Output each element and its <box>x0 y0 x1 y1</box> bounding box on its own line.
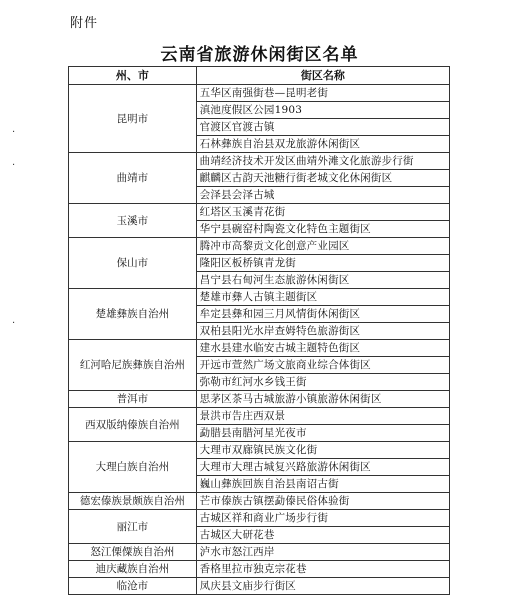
street-cell: 昌宁县右甸河生态旅游休闲街区 <box>196 272 449 289</box>
street-cell: 双柏县阳光水岸查姆特色旅游街区 <box>196 323 449 340</box>
margin-dot: · <box>12 160 16 171</box>
column-header-region: 州、市 <box>69 67 197 85</box>
table-row <box>69 289 450 306</box>
street-cell: 会泽县会泽古城 <box>196 187 449 204</box>
street-list-table <box>68 66 450 595</box>
street-cell: 华宁县碗窑村陶瓷文化特色主题街区 <box>196 221 449 238</box>
region-cell: 丽江市 <box>69 510 197 544</box>
street-cell: 巍山彝族回族自治县南诏古街 <box>196 476 449 493</box>
table-row <box>69 153 450 170</box>
region-cell: 西双版纳傣族自治州 <box>69 408 197 442</box>
street-cell: 曲靖经济技术开发区曲靖外滩文化旅游步行街 <box>196 153 449 170</box>
street-cell: 开远市萱然广场文旅商业综合体街区 <box>196 357 449 374</box>
region-cell: 怒江傈僳族自治州 <box>69 544 197 561</box>
table-row <box>69 85 450 102</box>
street-cell: 石林彝族自治县双龙旅游休闲街区 <box>196 136 449 153</box>
street-cell: 麒麟区古韵天池糖行街老城文化休闲街区 <box>196 170 449 187</box>
street-cell: 大理市大理古城复兴路旅游休闲街区 <box>196 459 449 476</box>
region-cell: 普洱市 <box>69 391 197 408</box>
table-row <box>69 493 450 510</box>
table-row <box>69 442 450 459</box>
region-cell: 大理白族自治州 <box>69 442 197 493</box>
table-row <box>69 238 450 255</box>
table-row <box>69 204 450 221</box>
street-cell: 勐腊县南腊河星光夜市 <box>196 425 449 442</box>
table-row <box>69 408 450 425</box>
street-cell: 建水县建水临安古城主题特色街区 <box>196 340 449 357</box>
table-row <box>69 391 450 408</box>
street-cell: 五华区南强街巷—昆明老街 <box>196 85 449 102</box>
street-cell: 牟定县彝和园三月风情街休闲街区 <box>196 306 449 323</box>
column-header-street: 街区名称 <box>196 67 449 85</box>
region-cell: 昆明市 <box>69 85 197 153</box>
street-cell: 大理市双廊镇民族文化街 <box>196 442 449 459</box>
table-row <box>69 340 450 357</box>
street-cell: 凤庆县文庙步行街区 <box>196 578 449 595</box>
street-cell: 官渡区官渡古镇 <box>196 119 449 136</box>
street-cell: 古城区祥和商业广场步行街 <box>196 510 449 527</box>
region-cell: 德宏傣族景颇族自治州 <box>69 493 197 510</box>
table-row <box>69 544 450 561</box>
street-cell: 思茅区茶马古城旅游小镇旅游休闲街区 <box>196 391 449 408</box>
table-row <box>69 561 450 578</box>
region-cell: 迪庆藏族自治州 <box>69 561 197 578</box>
street-cell: 泸水市怒江西岸 <box>196 544 449 561</box>
street-cell: 景洪市告庄西双景 <box>196 408 449 425</box>
region-cell: 楚雄彝族自治州 <box>69 289 197 340</box>
street-cell: 弥勒市红河水乡钱王街 <box>196 374 449 391</box>
region-cell: 保山市 <box>69 238 197 289</box>
street-cell: 楚雄市彝人古镇主题街区 <box>196 289 449 306</box>
street-cell: 隆阳区板桥镇青龙街 <box>196 255 449 272</box>
street-cell: 腾冲市高黎贡文化创意产业园区 <box>196 238 449 255</box>
table-row <box>69 578 450 595</box>
region-cell: 临沧市 <box>69 578 197 595</box>
street-cell: 芒市傣族古镇摆勐傣民俗体验街 <box>196 493 449 510</box>
table-row <box>69 510 450 527</box>
margin-dot: · <box>12 127 16 138</box>
table-header-row <box>69 67 450 85</box>
street-cell: 香格里拉市独克宗花巷 <box>196 561 449 578</box>
document-title: 云南省旅游休闲街区名单 <box>160 45 359 65</box>
region-cell: 红河哈尼族彝族自治州 <box>69 340 197 391</box>
street-cell: 古城区大研花巷 <box>196 527 449 544</box>
margin-dot: · <box>12 318 16 329</box>
street-cell: 红塔区玉溪青花街 <box>196 204 449 221</box>
attachment-label: 附件 <box>70 16 99 31</box>
region-cell: 曲靖市 <box>69 153 197 204</box>
street-cell: 滇池度假区公园1903 <box>196 102 449 119</box>
region-cell: 玉溪市 <box>69 204 197 238</box>
